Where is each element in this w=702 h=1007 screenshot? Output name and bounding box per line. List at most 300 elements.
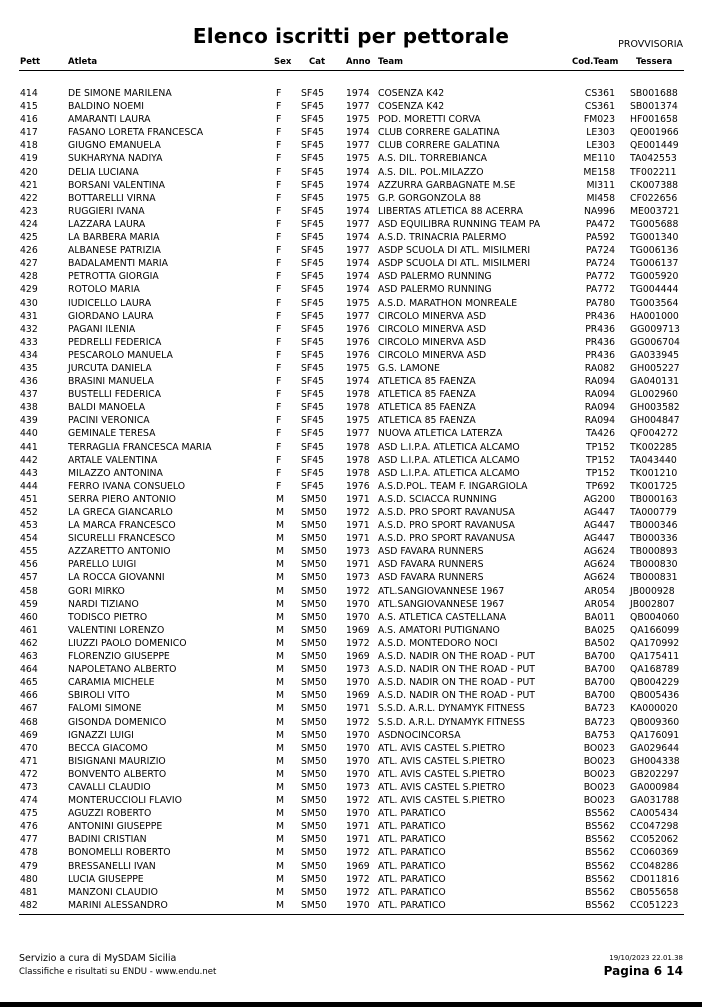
cell-atleta: MARINI ALESSANDRO <box>68 899 168 911</box>
cell-anno: 1973 <box>346 546 370 558</box>
cell-cod: BS562 <box>585 899 615 911</box>
cell-cod: BA025 <box>584 624 615 636</box>
cell-atleta: LAZZARA LAURA <box>68 218 146 230</box>
cell-atleta: SUKHARYNA NADIYA <box>68 153 163 165</box>
cell-cat: SF45 <box>301 284 325 296</box>
cell-atleta: BADALAMENTI MARIA <box>68 258 169 270</box>
cell-atleta: MANZONI CLAUDIO <box>68 886 158 898</box>
table-row <box>0 414 702 427</box>
cell-tess: CB055658 <box>630 886 679 898</box>
cell-atleta: GORI MIRKO <box>68 585 125 597</box>
cell-cat: SM50 <box>301 729 327 741</box>
col-header-sex: Sex <box>274 57 292 67</box>
cell-tess: HA001000 <box>630 310 679 322</box>
cell-atleta: MILAZZO ANTONINA <box>68 467 163 479</box>
cell-cat: SM50 <box>301 899 327 911</box>
cell-tess: TK002285 <box>630 441 678 453</box>
cell-cod: TP152 <box>585 467 615 479</box>
cell-pett: 459 <box>20 598 38 610</box>
cell-sex: F <box>276 336 282 348</box>
cell-atleta: JURCUTA DANIELA <box>68 362 152 374</box>
cell-team: ASD L.I.P.A. ATLETICA ALCAMO <box>378 454 520 466</box>
cell-anno: 1975 <box>346 192 370 204</box>
cell-sex: F <box>276 402 282 414</box>
cell-anno: 1969 <box>346 624 370 636</box>
cell-cod: AG447 <box>583 520 615 532</box>
cell-atleta: CARAMIA MICHELE <box>68 677 155 689</box>
cell-sex: M <box>276 873 285 885</box>
bottom-bar <box>0 1002 702 1007</box>
table-row <box>0 192 702 205</box>
table-row <box>0 571 702 584</box>
cell-sex: M <box>276 677 285 689</box>
cell-atleta: BECCA GIACOMO <box>68 742 148 754</box>
cell-tess: TG001340 <box>630 232 679 244</box>
cell-anno: 1972 <box>346 873 370 885</box>
cell-sex: M <box>276 690 285 702</box>
cell-cat: SM50 <box>301 559 327 571</box>
cell-atleta: DE SIMONE MARILENA <box>68 88 172 99</box>
table-row <box>0 702 702 715</box>
cell-anno: 1973 <box>346 572 370 584</box>
cell-team: ASD FAVARA RUNNERS <box>378 559 484 571</box>
cell-pett: 421 <box>20 179 38 191</box>
cell-tess: TB000163 <box>630 493 678 505</box>
cell-atleta: BONVENTO ALBERTO <box>68 768 167 780</box>
cell-cat: SF45 <box>301 441 325 453</box>
cell-tess: QB004229 <box>630 677 680 689</box>
cell-cod: TP152 <box>585 441 615 453</box>
cell-cat: SM50 <box>301 821 327 833</box>
cell-pett: 429 <box>20 284 38 296</box>
table-row <box>0 270 702 283</box>
cell-tess: QA168789 <box>630 664 680 676</box>
cell-team: ASD PALERMO RUNNING <box>378 284 492 296</box>
cell-cat: SM50 <box>301 546 327 558</box>
cell-atleta: BORSANI VALENTINA <box>68 179 165 191</box>
cell-cat: SM50 <box>301 690 327 702</box>
cell-pett: 427 <box>20 258 38 270</box>
table-row <box>0 637 702 650</box>
cell-team: ASD FAVARA RUNNERS <box>378 546 484 558</box>
table-row <box>0 506 702 519</box>
table-row <box>0 362 702 375</box>
cell-tess: TG005688 <box>630 218 679 230</box>
cell-team: ASDP SCUOLA DI ATL. MISILMERI <box>378 245 531 257</box>
cell-tess: CA005434 <box>630 808 679 820</box>
cell-anno: 1976 <box>346 349 370 361</box>
cell-sex: M <box>276 768 285 780</box>
cell-team: POD. MORETTI CORVA <box>378 114 481 126</box>
cell-sex: M <box>276 520 285 532</box>
cell-cat: SM50 <box>301 598 327 610</box>
cell-sex: F <box>276 140 282 152</box>
cell-sex: F <box>276 218 282 230</box>
cell-team: A.S.D. PRO SPORT RAVANUSA <box>378 533 515 545</box>
cell-atleta: BONOMELLI ROBERTO <box>68 847 171 859</box>
cell-pett: 480 <box>20 873 38 885</box>
cell-anno: 1975 <box>346 153 370 165</box>
cell-cat: SM50 <box>301 755 327 767</box>
cell-sex: M <box>276 795 285 807</box>
cell-sex: M <box>276 533 285 545</box>
cell-sex: F <box>276 192 282 204</box>
cell-tess: KA000020 <box>630 703 678 715</box>
cell-team: CIRCOLO MINERVA ASD <box>378 323 487 335</box>
table-row <box>0 205 702 218</box>
cell-tess: CC047298 <box>630 821 679 833</box>
cell-cod: BS562 <box>585 860 615 872</box>
cell-pett: 454 <box>20 533 38 545</box>
cell-cat: SF45 <box>301 376 325 388</box>
cell-sex: M <box>276 886 285 898</box>
cell-cat: SM50 <box>301 886 327 898</box>
cell-pett: 468 <box>20 716 38 728</box>
cell-cat: SF45 <box>301 245 325 257</box>
cell-pett: 455 <box>20 546 38 558</box>
cell-anno: 1971 <box>346 821 370 833</box>
cell-atleta: SERRA PIERO ANTONIO <box>68 493 176 505</box>
col-header-pett: Pett <box>20 57 41 67</box>
footer-service: Servizio a cura di MySDAM Sicilia <box>19 953 177 964</box>
cell-anno: 1976 <box>346 480 370 492</box>
cell-anno: 1970 <box>346 598 370 610</box>
cell-pett: 461 <box>20 624 38 636</box>
cell-team: CIRCOLO MINERVA ASD <box>378 349 487 361</box>
table-row <box>0 807 702 820</box>
cell-anno: 1977 <box>346 310 370 322</box>
cell-team: CLUB CORRERE GALATINA <box>378 140 500 152</box>
table-row <box>0 663 702 676</box>
cell-sex: M <box>276 729 285 741</box>
header-divider <box>19 70 684 71</box>
cell-tess: GH003582 <box>630 402 680 414</box>
cell-pett: 414 <box>20 88 38 99</box>
cell-pett: 475 <box>20 808 38 820</box>
cell-pett: 430 <box>20 297 38 309</box>
cell-sex: F <box>276 480 282 492</box>
cell-tess: CC060369 <box>630 847 679 859</box>
table-row <box>0 493 702 506</box>
cell-tess: QB004060 <box>630 611 680 623</box>
table-row <box>0 87 702 100</box>
cell-anno: 1973 <box>346 781 370 793</box>
cell-cat: SF45 <box>301 310 325 322</box>
cell-atleta: LA BARBERA MARIA <box>68 232 160 244</box>
cell-pett: 424 <box>20 218 38 230</box>
cell-cat: SF45 <box>301 88 325 99</box>
cell-cat: SF45 <box>301 205 325 217</box>
table-row <box>0 454 702 467</box>
cell-team: ATLETICA 85 FAENZA <box>378 402 476 414</box>
cell-cat: SF45 <box>301 336 325 348</box>
cell-cod: BA700 <box>584 677 615 689</box>
cell-tess: QB009360 <box>630 716 680 728</box>
cell-anno: 1978 <box>346 454 370 466</box>
cell-team: A.S.D. NADIR ON THE ROAD - PUT <box>378 677 535 689</box>
cell-team: A.S.D.POL. TEAM F. INGARGIOLA <box>378 480 528 492</box>
cell-atleta: LIUZZI PAOLO DOMENICO <box>68 637 187 649</box>
cell-anno: 1975 <box>346 114 370 126</box>
cell-pett: 416 <box>20 114 38 126</box>
table-row <box>0 545 702 558</box>
table-row <box>0 742 702 755</box>
cell-pett: 422 <box>20 192 38 204</box>
cell-pett: 457 <box>20 572 38 584</box>
cell-pett: 431 <box>20 310 38 322</box>
cell-cat: SM50 <box>301 873 327 885</box>
cell-tess: QE001966 <box>630 127 679 139</box>
cell-tess: QF004272 <box>630 428 679 440</box>
cell-anno: 1970 <box>346 755 370 767</box>
cell-cod: PA724 <box>585 258 615 270</box>
cell-anno: 1971 <box>346 493 370 505</box>
cell-atleta: FERRO IVANA CONSUELO <box>68 480 186 492</box>
cell-cod: BO023 <box>583 795 615 807</box>
cell-pett: 470 <box>20 742 38 754</box>
cell-cat: SM50 <box>301 493 327 505</box>
cell-cod: PA772 <box>585 284 615 296</box>
table-row <box>0 349 702 362</box>
cell-pett: 472 <box>20 768 38 780</box>
cell-tess: GA033945 <box>630 349 680 361</box>
cell-cat: SM50 <box>301 637 327 649</box>
table-row <box>0 899 702 912</box>
cell-atleta: GISONDA DOMENICO <box>68 716 167 728</box>
table-row <box>0 585 702 598</box>
col-header-team: Team <box>378 57 404 67</box>
table-row <box>0 166 702 179</box>
cell-cod: AG200 <box>583 493 615 505</box>
cell-cod: BS562 <box>585 886 615 898</box>
cell-atleta: ALBANESE PATRIZIA <box>68 245 161 257</box>
cell-anno: 1971 <box>346 520 370 532</box>
cell-cat: SM50 <box>301 808 327 820</box>
table-row <box>0 611 702 624</box>
cell-team: ATL. PARATICO <box>378 847 446 859</box>
cell-tess: TB000830 <box>630 559 678 571</box>
cell-atleta: NAPOLETANO ALBERTO <box>68 664 177 676</box>
cell-atleta: GIORDANO LAURA <box>68 310 154 322</box>
cell-atleta: PEDRELLI FEDERICA <box>68 336 162 348</box>
table-row <box>0 768 702 781</box>
cell-team: A.S.D. NADIR ON THE ROAD - PUT <box>378 664 535 676</box>
cell-atleta: FALOMI SIMONE <box>68 703 142 715</box>
cell-team: ATL. PARATICO <box>378 886 446 898</box>
cell-anno: 1974 <box>346 88 370 99</box>
table-row <box>0 336 702 349</box>
cell-atleta: RUGGIERI IVANA <box>68 205 145 217</box>
cell-cat: SF45 <box>301 428 325 440</box>
cell-pett: 462 <box>20 637 38 649</box>
cell-pett: 443 <box>20 467 38 479</box>
cell-team: A.S. DIL. POL.MILAZZO <box>378 166 484 178</box>
cell-anno: 1972 <box>346 585 370 597</box>
cell-cod: BS562 <box>585 821 615 833</box>
cell-cod: BS562 <box>585 847 615 859</box>
cell-cod: TP692 <box>585 480 615 492</box>
cell-cod: BS562 <box>585 873 615 885</box>
cell-sex: F <box>276 153 282 165</box>
cell-cat: SF45 <box>301 166 325 178</box>
cell-anno: 1971 <box>346 703 370 715</box>
cell-tess: QA175411 <box>630 651 680 663</box>
cell-tess: CC052062 <box>630 834 679 846</box>
cell-anno: 1975 <box>346 415 370 427</box>
cell-team: G.P. GORGONZOLA 88 <box>378 192 481 204</box>
cell-cod: AG447 <box>583 507 615 518</box>
col-header-anno: Anno <box>346 57 371 67</box>
cell-cat: SF45 <box>301 179 325 191</box>
cell-cod: PA472 <box>585 218 615 230</box>
cell-sex: M <box>276 834 285 846</box>
cell-team: ASD PALERMO RUNNING <box>378 271 492 283</box>
table-row <box>0 846 702 859</box>
cell-cat: SF45 <box>301 323 325 335</box>
cell-atleta: BISIGNANI MAURIZIO <box>68 755 166 767</box>
cell-atleta: LA GRECA GIANCARLO <box>68 507 173 518</box>
cell-cod: PA592 <box>585 232 615 244</box>
table-row <box>0 139 702 152</box>
cell-cod: RA094 <box>584 376 615 388</box>
cell-pett: 415 <box>20 101 38 113</box>
cell-tess: GA040131 <box>630 376 680 388</box>
cell-sex: F <box>276 376 282 388</box>
cell-pett: 444 <box>20 480 38 492</box>
cell-anno: 1972 <box>346 716 370 728</box>
cell-pett: 434 <box>20 349 38 361</box>
cell-atleta: BOTTARELLI VIRNA <box>68 192 156 204</box>
cell-sex: M <box>276 637 285 649</box>
cell-team: ATL. AVIS CASTEL S.PIETRO <box>378 781 506 793</box>
cell-team: A.S.D. MONTEDORO NOCI <box>378 637 498 649</box>
footer-results: Classifiche e risultati su ENDU - www.endu.net <box>19 967 217 977</box>
cell-pett: 420 <box>20 166 38 178</box>
cell-sex: F <box>276 271 282 283</box>
cell-tess: TK001210 <box>630 467 678 479</box>
cell-cod: PR436 <box>585 349 615 361</box>
cell-tess: HF001658 <box>630 114 678 126</box>
cell-tess: JB000928 <box>630 585 675 597</box>
cell-team: ATL.SANGIOVANNESE 1967 <box>378 598 505 610</box>
cell-pett: 428 <box>20 271 38 283</box>
cell-anno: 1974 <box>346 127 370 139</box>
cell-cod: MI311 <box>586 179 615 191</box>
cell-team: G.S. LAMONE <box>378 362 440 374</box>
cell-tess: GG006704 <box>630 336 680 348</box>
cell-atleta: AMARANTI LAURA <box>68 114 151 126</box>
table-row <box>0 833 702 846</box>
cell-anno: 1973 <box>346 664 370 676</box>
cell-pett: 467 <box>20 703 38 715</box>
table-row <box>0 441 702 454</box>
cell-sex: M <box>276 755 285 767</box>
cell-team: ATLETICA 85 FAENZA <box>378 415 476 427</box>
cell-cod: BA700 <box>584 664 615 676</box>
cell-cat: SF45 <box>301 232 325 244</box>
cell-sex: F <box>276 310 282 322</box>
cell-tess: TK001725 <box>630 480 678 492</box>
cell-cat: SM50 <box>301 611 327 623</box>
cell-sex: F <box>276 297 282 309</box>
cell-tess: QA166099 <box>630 624 680 636</box>
cell-pett: 465 <box>20 677 38 689</box>
cell-cat: SM50 <box>301 847 327 859</box>
cell-pett: 451 <box>20 493 38 505</box>
cell-pett: 471 <box>20 755 38 767</box>
cell-atleta: LUCIA GIUSEPPE <box>68 873 144 885</box>
cell-sex: M <box>276 651 285 663</box>
cell-cat: SF45 <box>301 153 325 165</box>
cell-anno: 1971 <box>346 834 370 846</box>
cell-cod: PA772 <box>585 271 615 283</box>
cell-cod: ME158 <box>583 166 615 178</box>
cell-cod: RA082 <box>584 362 615 374</box>
cell-anno: 1976 <box>346 336 370 348</box>
cell-cod: BO023 <box>583 742 615 754</box>
cell-atleta: IGNAZZI LUIGI <box>68 729 134 741</box>
cell-tess: GH005227 <box>630 362 680 374</box>
cell-tess: GA000984 <box>630 781 680 793</box>
cell-anno: 1977 <box>346 140 370 152</box>
cell-tess: TG005920 <box>630 271 679 283</box>
table-row <box>0 401 702 414</box>
cell-cat: SF45 <box>301 362 325 374</box>
cell-cat: SF45 <box>301 114 325 126</box>
cell-cod: BS562 <box>585 808 615 820</box>
table-row <box>0 218 702 231</box>
cell-anno: 1978 <box>346 441 370 453</box>
cell-tess: TG004444 <box>630 284 679 296</box>
table-row <box>0 860 702 873</box>
cell-sex: F <box>276 428 282 440</box>
cell-pett: 426 <box>20 245 38 257</box>
cell-sex: F <box>276 127 282 139</box>
cell-team: A.S. AMATORI PUTIGNANO <box>378 624 500 636</box>
cell-sex: M <box>276 598 285 610</box>
cell-pett: 419 <box>20 153 38 165</box>
cell-pett: 479 <box>20 860 38 872</box>
cell-pett: 442 <box>20 454 38 466</box>
cell-team: CIRCOLO MINERVA ASD <box>378 336 487 348</box>
cell-cat: SF45 <box>301 271 325 283</box>
cell-cat: SF45 <box>301 389 325 401</box>
table-row <box>0 598 702 611</box>
table-row <box>0 558 702 571</box>
cell-sex: M <box>276 716 285 728</box>
cell-cod: PA724 <box>585 245 615 257</box>
cell-tess: TF002211 <box>630 166 677 178</box>
cell-pett: 476 <box>20 821 38 833</box>
cell-anno: 1972 <box>346 795 370 807</box>
table-row <box>0 532 702 545</box>
cell-sex: M <box>276 703 285 715</box>
cell-anno: 1970 <box>346 768 370 780</box>
cell-pett: 460 <box>20 611 38 623</box>
table-row <box>0 781 702 794</box>
cell-anno: 1977 <box>346 101 370 113</box>
cell-team: A.S.D. NADIR ON THE ROAD - PUT <box>378 651 535 663</box>
cell-cod: ME110 <box>583 153 615 165</box>
table-row <box>0 126 702 139</box>
cell-cod: PA780 <box>585 297 615 309</box>
cell-anno: 1969 <box>346 690 370 702</box>
col-header-tessera: Tessera <box>636 57 673 67</box>
cell-anno: 1970 <box>346 808 370 820</box>
cell-cat: SF45 <box>301 101 325 113</box>
cell-atleta: ARTALE VALENTINA <box>68 454 158 466</box>
cell-tess: GB202297 <box>630 768 680 780</box>
